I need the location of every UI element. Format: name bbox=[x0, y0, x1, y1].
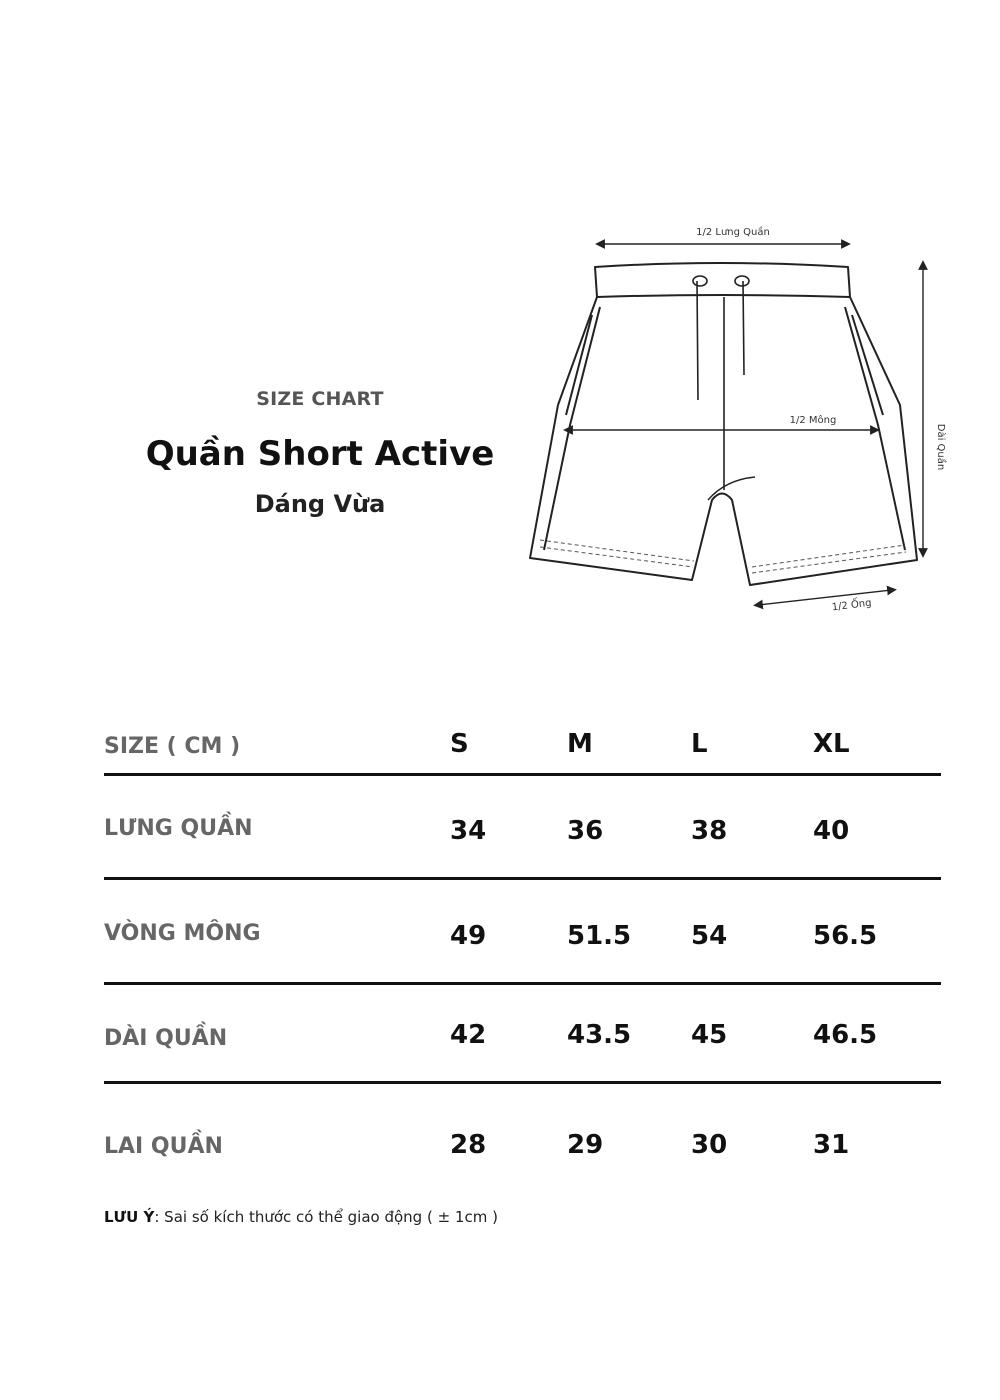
row-label: LAI QUẦN bbox=[104, 1134, 223, 1159]
row-value: 56.5 bbox=[813, 921, 878, 951]
note-label: LƯU Ý bbox=[104, 1208, 155, 1226]
size-s-header: S bbox=[450, 729, 469, 759]
row-value: 45 bbox=[691, 1020, 728, 1050]
row-value: 30 bbox=[691, 1130, 728, 1160]
row-value: 40 bbox=[813, 816, 850, 846]
row-divider bbox=[104, 877, 941, 880]
length-label: Dài Quần bbox=[935, 423, 946, 471]
leg-arrow bbox=[758, 590, 892, 605]
row-value: 38 bbox=[691, 816, 728, 846]
header-divider bbox=[104, 773, 941, 776]
row-value: 46.5 bbox=[813, 1020, 878, 1050]
hem-stitching bbox=[540, 540, 906, 573]
title-block bbox=[140, 388, 500, 518]
size-unit-label: SIZE ( CM ) bbox=[104, 734, 241, 759]
product-title: Quần Short Active bbox=[145, 434, 495, 474]
note-text: : Sai số kích thước có thể giao động ( ± 1cm ) bbox=[154, 1208, 498, 1226]
size-xl-header: XL bbox=[813, 729, 850, 759]
row-value: 54 bbox=[691, 921, 728, 951]
row-label: DÀI QUẦN bbox=[104, 1026, 228, 1051]
row-divider bbox=[104, 1081, 941, 1084]
shorts-outline bbox=[530, 263, 917, 585]
size-chart-eyebrow: SIZE CHART bbox=[256, 388, 384, 410]
row-value: 31 bbox=[813, 1130, 850, 1160]
leg-label: 1/2 Ống bbox=[831, 597, 873, 614]
row-value: 49 bbox=[450, 921, 487, 951]
row-label: VÒNG MÔNG bbox=[104, 921, 261, 946]
row-value: 28 bbox=[450, 1130, 487, 1160]
row-value: 42 bbox=[450, 1020, 487, 1050]
row-value: 34 bbox=[450, 816, 487, 846]
size-l-header: L bbox=[691, 729, 708, 759]
row-value: 51.5 bbox=[567, 921, 632, 951]
shorts-diagram bbox=[500, 215, 970, 625]
row-value: 29 bbox=[567, 1130, 604, 1160]
hip-label: 1/2 Mông bbox=[789, 415, 837, 426]
fit-subtitle: Dáng Vừa bbox=[254, 490, 386, 518]
row-label: LƯNG QUẦN bbox=[104, 816, 253, 841]
tolerance-note bbox=[104, 1208, 498, 1226]
row-value: 43.5 bbox=[567, 1020, 632, 1050]
row-value: 36 bbox=[567, 816, 604, 846]
row-divider bbox=[104, 982, 941, 985]
size-m-header: M bbox=[567, 729, 593, 759]
waist-label: 1/2 Lưng Quần bbox=[696, 227, 770, 238]
